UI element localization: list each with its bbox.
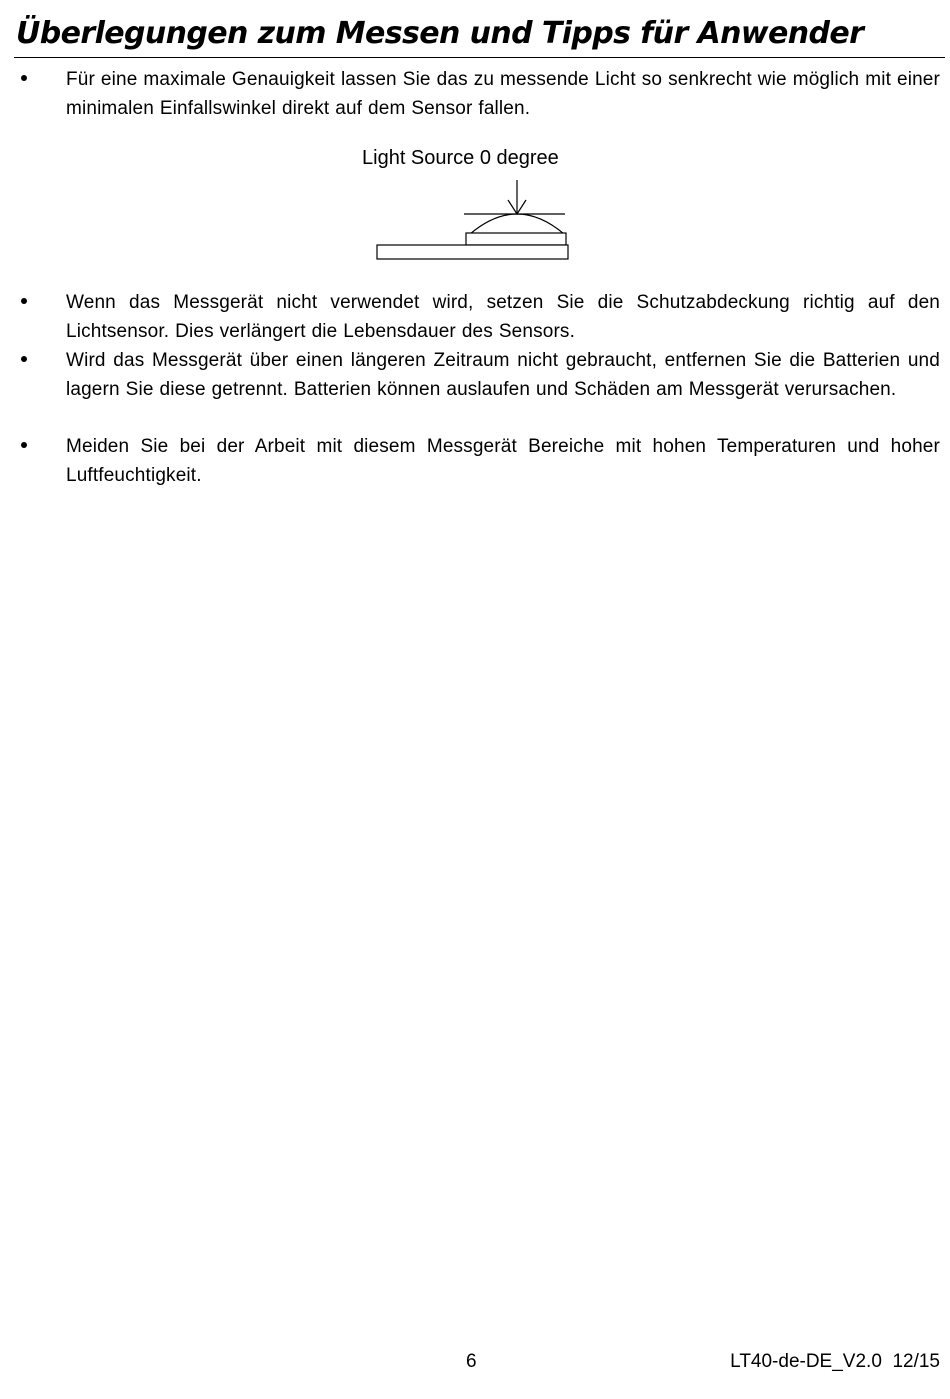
- page-title: Überlegungen zum Messen und Tipps für Anwender: [16, 16, 864, 51]
- sensor-base: [377, 245, 568, 259]
- bullet-icon: [21, 442, 27, 448]
- sensor-dome: [470, 214, 564, 234]
- sensor-diagram: [362, 174, 602, 264]
- light-source-figure: [362, 144, 602, 264]
- bullet-icon: [21, 356, 27, 362]
- list-item-text: Wird das Messgerät über einen längeren Zeitraum nicht gebraucht, entfernen Sie die Batterien und lagern Sie diese getrennt. Batterien können auslaufen und Schäden am Messgerät verursachen.: [66, 350, 940, 400]
- figure-caption: Light Source 0 degree: [362, 147, 559, 169]
- sensor-cap: [466, 233, 566, 245]
- list-item-text: Für eine maximale Genauigkeit lassen Sie das zu messende Licht so senkrecht wie möglich mit einer minimalen Einfallswinkel direkt auf dem Sensor fallen.: [66, 69, 940, 119]
- bullet-icon: [21, 298, 27, 304]
- page-number: 6: [466, 1351, 477, 1372]
- list-item-text: Wenn das Messgerät nicht verwendet wird, setzen Sie die Schutzabdeckung richtig auf den Lichtsensor. Dies verlängert die Lebensdauer des Sensors.: [66, 292, 940, 342]
- bullet-icon: [21, 75, 27, 81]
- title-divider: [14, 57, 945, 58]
- document-id: LT40-de-DE_V2.0 12/15: [730, 1351, 940, 1372]
- list-item-text: Meiden Sie bei der Arbeit mit diesem Messgerät Bereiche mit hohen Temperaturen und hoher Luftfeuchtigkeit.: [66, 436, 940, 486]
